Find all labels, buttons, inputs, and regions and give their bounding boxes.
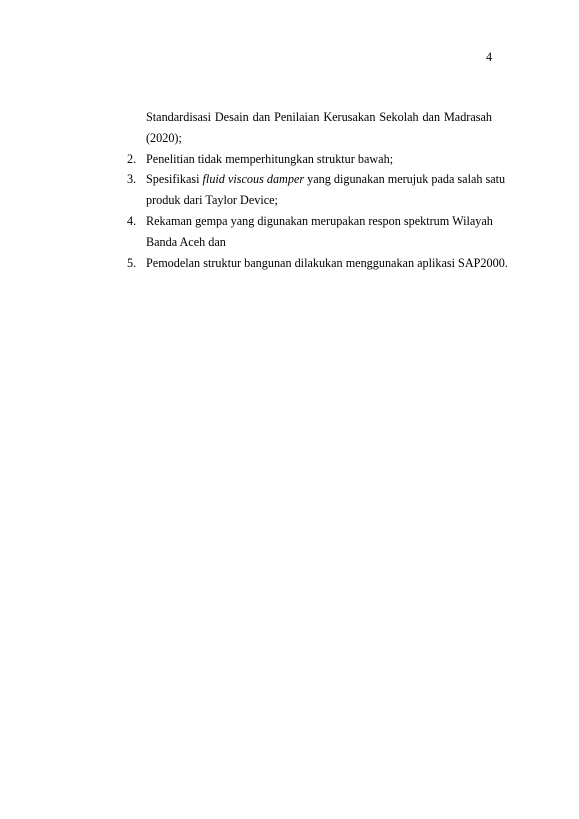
list-item-number: 4. bbox=[127, 213, 137, 228]
italic-term: fluid viscous damper bbox=[202, 172, 305, 187]
list-item-number: 5. bbox=[127, 255, 137, 270]
list-item-2 bbox=[127, 149, 492, 170]
text-run: yang digunakan merujuk pada salah satu bbox=[304, 172, 506, 187]
list-item-number: 2. bbox=[127, 151, 137, 166]
list-item-text-line bbox=[146, 169, 506, 190]
list-item-text-line: Penelitian tidak memperhitungkan struktur bawah; bbox=[146, 151, 394, 166]
list-item-text-line: produk dari Taylor Device; bbox=[146, 193, 278, 208]
list-item-number: 3. bbox=[127, 172, 137, 187]
page-number: 4 bbox=[486, 50, 493, 64]
list-item-5 bbox=[127, 253, 508, 274]
list-item-text-line: Pemodelan struktur bangunan dilakukan menggunakan aplikasi SAP2000. bbox=[146, 255, 508, 270]
text-run: Spesifikasi bbox=[146, 172, 203, 187]
list-item-text-line: Rekaman gempa yang digunakan merupakan respon spektrum Wilayah bbox=[146, 213, 493, 228]
list-item-continuation bbox=[146, 107, 492, 149]
list-item-text-line: (2020); bbox=[146, 130, 182, 145]
list-item-3 bbox=[127, 169, 506, 211]
list-item-text-line: Standardisasi Desain dan Penilaian Kerusakan Sekolah dan Madrasah bbox=[146, 110, 492, 124]
list-item-4 bbox=[127, 211, 493, 253]
document-body bbox=[0, 107, 579, 273]
list-item-text-line: Banda Aceh dan bbox=[146, 234, 226, 249]
